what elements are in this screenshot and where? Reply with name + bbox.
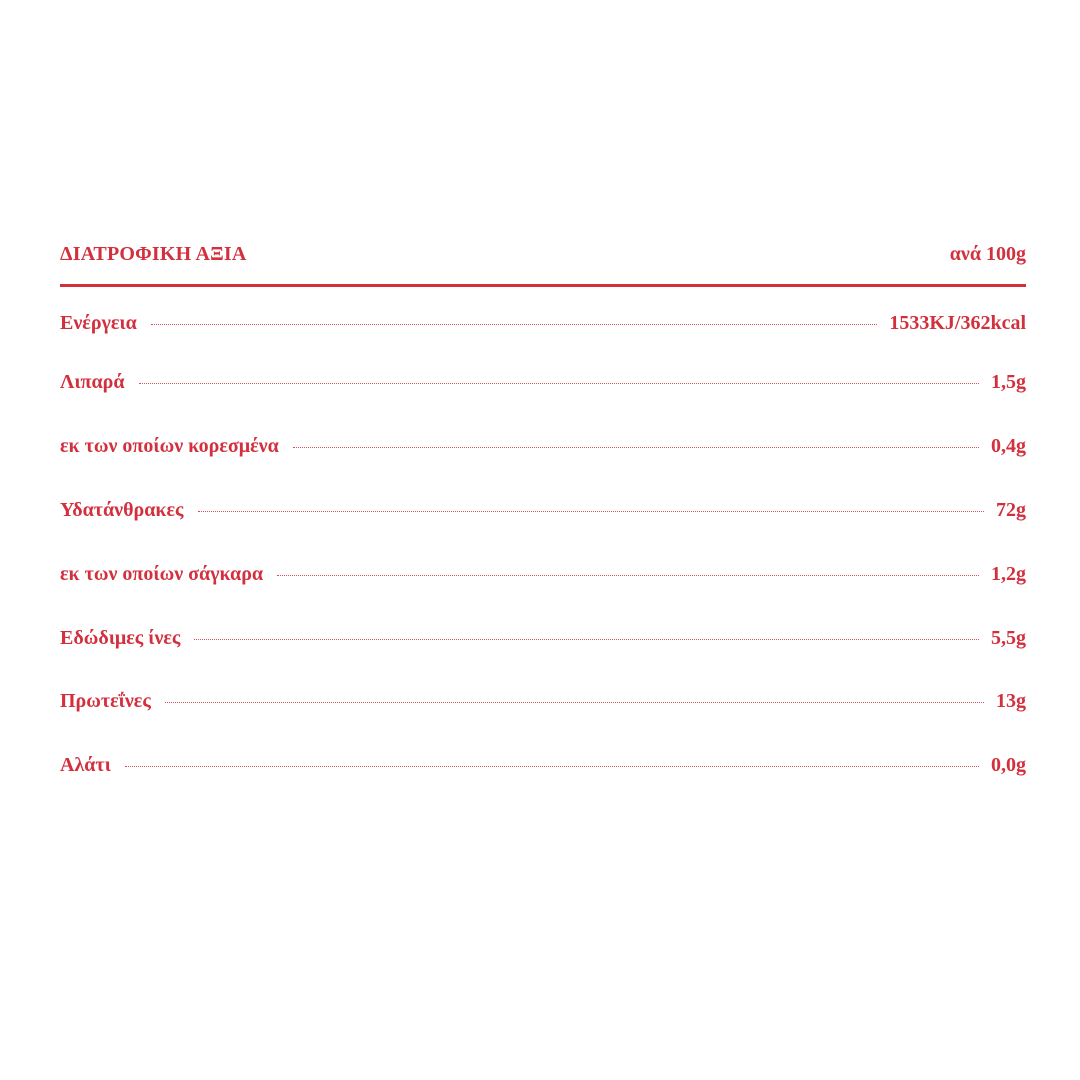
nutrient-label: εκ των οποίων κορεσμένα [60, 435, 279, 458]
dotted-leader [125, 766, 979, 767]
nutrient-value: 0,4g [991, 435, 1026, 458]
nutrient-label: Αλάτι [60, 754, 111, 777]
nutrition-row-saturated-fat [60, 415, 1026, 479]
nutrition-rows [60, 295, 1026, 798]
nutrient-value: 1,5g [991, 371, 1026, 394]
dotted-leader [277, 575, 979, 576]
dotted-leader [151, 324, 878, 325]
nutrition-table [60, 238, 1026, 798]
nutrient-value: 5,5g [991, 626, 1026, 649]
nutrient-value: 13g [996, 690, 1026, 713]
nutrition-row-fiber [60, 606, 1026, 670]
nutrition-row-fat [60, 351, 1026, 415]
dotted-leader [165, 702, 984, 703]
nutrient-label: Εδώδιμες ίνες [60, 626, 181, 649]
nutrient-value: 72g [996, 498, 1026, 521]
dotted-leader [194, 639, 979, 640]
nutrient-label: Ενέργεια [60, 311, 137, 334]
nutrition-header [60, 238, 1026, 287]
nutrition-row-sugars [60, 542, 1026, 606]
dotted-leader [198, 511, 985, 512]
nutrition-row-salt [60, 734, 1026, 798]
nutrient-label: Υδατάνθρακες [60, 498, 184, 521]
dotted-leader [139, 383, 979, 384]
nutrient-value: 1,2g [991, 562, 1026, 585]
nutrient-label: Πρωτεΐνες [60, 690, 151, 713]
nutrient-value: 0,0g [991, 754, 1026, 777]
nutrient-label: εκ των οποίων σάγκαρα [60, 562, 264, 585]
nutrition-row-energy [60, 295, 1026, 351]
nutrient-label: Λιπαρά [60, 371, 125, 394]
dotted-leader [293, 447, 979, 448]
nutrition-row-protein [60, 670, 1026, 734]
serving-basis: ανά 100g [949, 243, 1026, 265]
nutrition-title: ΔΙΑΤΡΟΦΙΚΗ ΑΞΙΑ [60, 243, 247, 265]
nutrition-row-carbohydrates [60, 479, 1026, 543]
nutrient-value: 1533KJ/362kcal [889, 311, 1026, 334]
